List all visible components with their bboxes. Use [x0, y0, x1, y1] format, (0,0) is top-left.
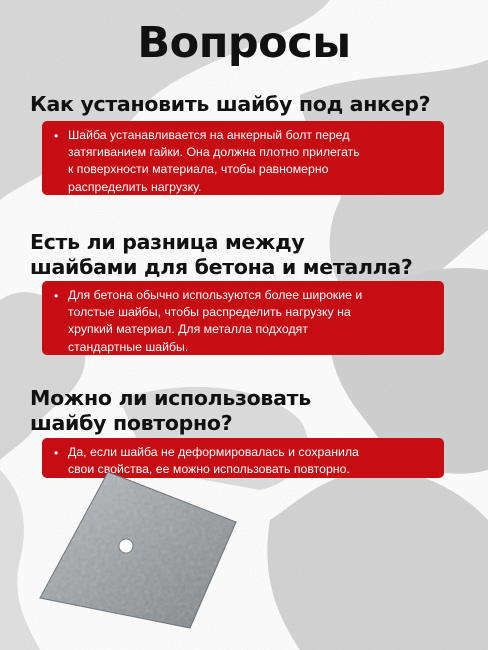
- faq-answer-line: хрупкий материал. Для металла подходят: [68, 322, 308, 337]
- bullet-dot-icon: •: [54, 446, 59, 460]
- faq-answer-line: распределить нагрузку.: [68, 179, 202, 194]
- square-washer-plate-icon: [38, 470, 238, 630]
- faq-answer-line: свои свойства, ее можно использовать повторно.: [68, 462, 350, 477]
- faq-answer-line: затягиванием гайки. Она должна плотно прилегать: [68, 145, 360, 160]
- faq-answer-line: Для бетона обычно используются более широкие и: [68, 288, 363, 302]
- faq-answer-2: [42, 281, 444, 355]
- faq-question-line: шайбу повторно?: [30, 411, 233, 435]
- page-title: Вопросы: [137, 18, 351, 68]
- faq-question-3: [30, 386, 311, 436]
- faq-question-line: Есть ли разница между: [30, 230, 305, 254]
- faq-answer-line: Да, если шайба не деформировалась и сохранила: [68, 445, 359, 459]
- faq-answer-line: Шайба устанавливается на анкерный болт перед: [68, 128, 350, 142]
- faq-answer-1: [42, 121, 444, 195]
- faq-answer-line: толстые шайбы, чтобы распределить нагрузку на: [68, 305, 351, 320]
- faq-answer-line: стандартные шайбы.: [68, 339, 189, 354]
- bullet-dot-icon: •: [54, 289, 59, 303]
- faq-question-1: [30, 92, 430, 117]
- bullet-dot-icon: •: [54, 129, 59, 143]
- faq-question-2: [30, 230, 413, 280]
- faq-question-line: Как установить шайбу под анкер?: [30, 92, 431, 116]
- faq-question-line: шайбами для бетона и металла?: [30, 255, 413, 279]
- faq-question-line: Можно ли использовать: [30, 386, 311, 410]
- faq-answer-line: к поверхности материала, чтобы равномерно: [68, 162, 329, 177]
